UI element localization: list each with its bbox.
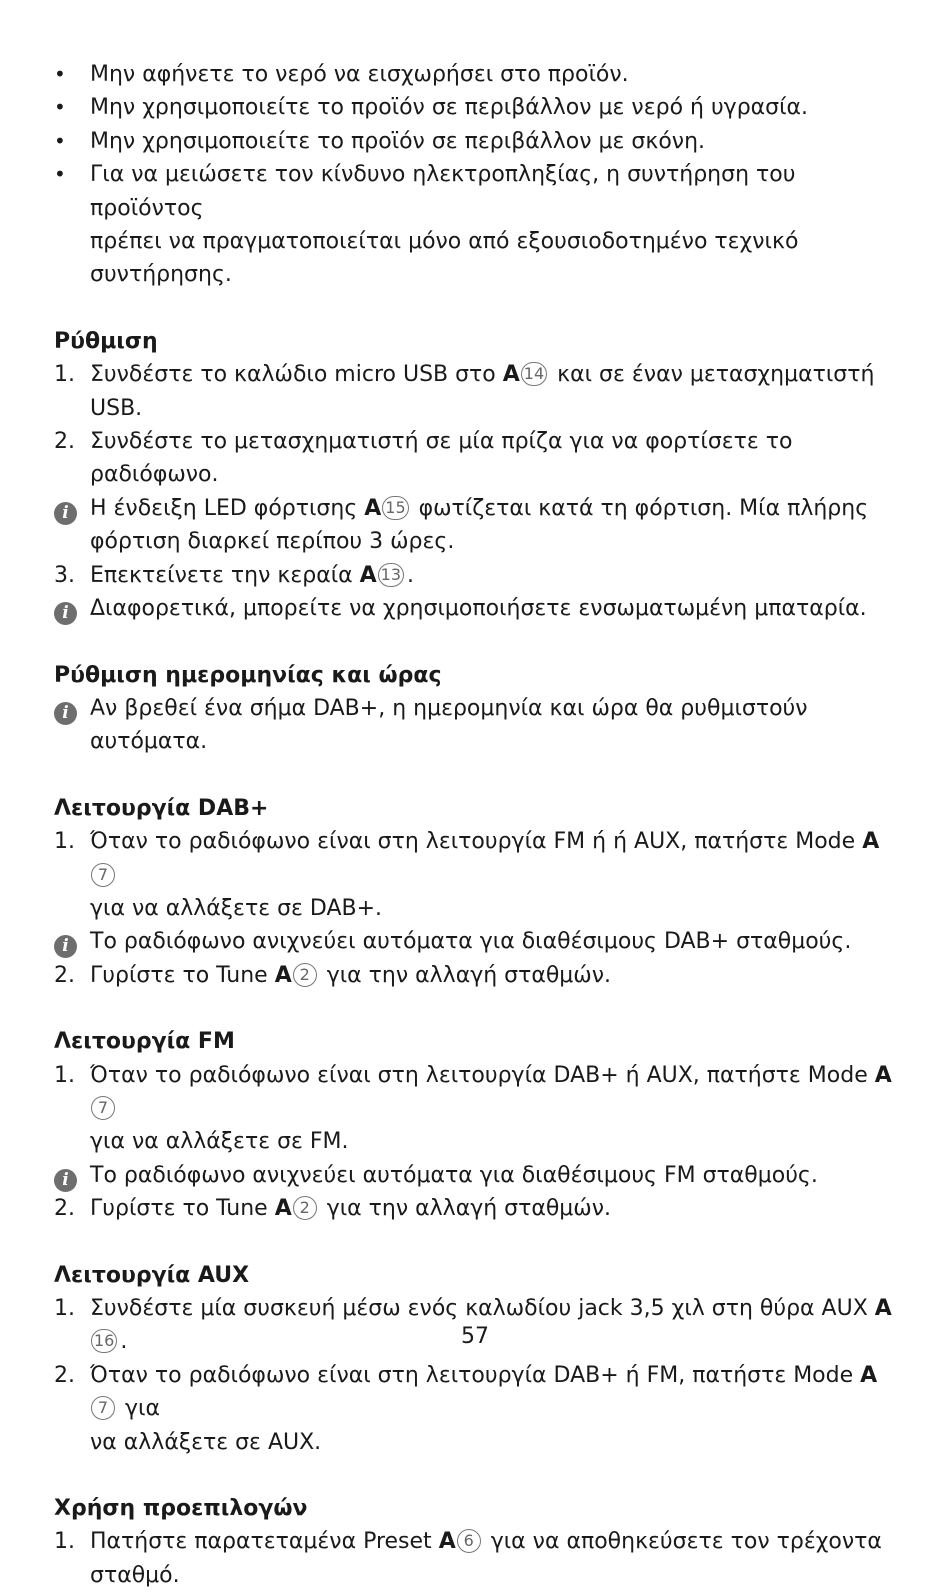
step-text-part: Επεκτείνετε την κεραία — [90, 562, 353, 588]
bullet-text: Μην χρησιμοποιείτε το προϊόν σε περιβάλλον με σκόνη. — [90, 128, 706, 154]
info-icon: i — [54, 1169, 77, 1192]
bullet-marker: • — [54, 62, 66, 86]
info-text: Το ραδιόφωνο ανιχνεύει αυτόματα για διαθέσιμους FM σταθμούς. — [90, 1162, 818, 1188]
step-text-part: Όταν το ραδιόφωνο είναι στη λειτουργία FM ή ή AUX, πατήστε Mode — [90, 829, 856, 855]
step-text — [90, 825, 904, 925]
figure-ref-number: 7 — [91, 1396, 115, 1420]
step-text-part: . — [120, 1329, 128, 1355]
figure-ref-letter: A — [364, 495, 382, 521]
step-text-part: για να αλλάξετε σε DAB+. — [90, 895, 383, 921]
step-text — [90, 358, 904, 425]
step-number: 1. — [54, 1296, 75, 1321]
info-text: Αν βρεθεί ένα σήμα DAB+, η ημερομηνία και ώρα θα ρυθμιστούν αυτόματα. — [90, 695, 808, 755]
info-note — [54, 925, 904, 958]
figure-ref-letter: A — [502, 362, 520, 388]
info-text-part: Η ένδειξη LED φόρτισης — [90, 495, 358, 521]
info-text-part: φόρτιση διαρκεί περίπου 3 ώρες. — [90, 529, 455, 555]
figure-ref-number: 2 — [293, 963, 317, 987]
step-text-part: Γυρίστε το Tune — [90, 962, 268, 988]
section-heading-fm: Λειτουργία FM — [54, 1029, 235, 1055]
section-heading-datetime: Ρύθμιση ημερομηνίας και ώρας — [54, 662, 442, 688]
info-note — [54, 592, 904, 625]
numbered-step — [54, 1525, 904, 1592]
step-text-part: για την αλλαγή σταθμών. — [326, 1196, 611, 1222]
page-number: 57 — [461, 1324, 489, 1349]
figure-ref-letter: A — [438, 1529, 456, 1555]
bullet-text-line: Για να μειώσετε τον κίνδυνο ηλεκτροπληξίας, η συντήρηση του προϊόντος — [90, 162, 796, 221]
info-icon: i — [54, 602, 77, 625]
step-text-part: Όταν το ραδιόφωνο είναι στη λειτουργία DAB+ ή AUX, πατήστε Mode — [90, 1062, 868, 1088]
numbered-step — [54, 1359, 904, 1459]
info-text: Διαφορετικά, μπορείτε να χρησιμοποιήσετε ενσωματωμένη μπαταρία. — [90, 596, 867, 622]
step-number: 1. — [54, 1062, 75, 1088]
bullet-text: Μην αφήνετε το νερό να εισχωρήσει στο προϊόν. — [90, 62, 629, 87]
bullet-item — [54, 125, 904, 158]
numbered-step — [54, 1059, 904, 1159]
step-text: Συνδέστε το μετασχηματιστή σε μία πρίζα για να φορτίσετε το ραδιόφωνο. — [90, 429, 793, 488]
figure-ref-letter: A — [274, 1196, 292, 1222]
step-number: 2. — [54, 429, 75, 455]
info-text — [90, 492, 904, 559]
figure-ref-number: 7 — [91, 863, 115, 887]
numbered-step — [54, 959, 904, 992]
info-icon: i — [54, 935, 77, 958]
step-text-part: Όταν το ραδιόφωνο είναι στη λειτουργία DAB+ ή FM, πατήστε Mode — [90, 1362, 854, 1388]
figure-ref-letter: A — [874, 1062, 892, 1088]
step-number: 1. — [54, 829, 75, 855]
step-text — [90, 1525, 904, 1592]
figure-ref-letter: A — [359, 562, 377, 588]
info-note — [54, 1159, 904, 1192]
step-text — [90, 959, 904, 992]
figure-ref-number: 15 — [382, 496, 408, 520]
step-number: 1. — [54, 362, 75, 388]
bullet-text-line: πρέπει να πραγματοποιείται μόνο από εξουσιοδοτημένο τεχνικό συντήρησης. — [90, 229, 799, 288]
figure-ref-number: 2 — [293, 1196, 317, 1220]
info-note — [54, 692, 904, 759]
step-number: 1. — [54, 1529, 75, 1555]
step-number: 2. — [54, 962, 75, 988]
step-number: 2. — [54, 1362, 75, 1388]
info-text: Το ραδιόφωνο ανιχνεύει αυτόματα για διαθέσιμους DAB+ σταθμούς. — [90, 929, 852, 955]
bullet-marker: • — [54, 128, 66, 153]
figure-ref-number: 13 — [378, 563, 404, 587]
bullet-item — [54, 58, 904, 91]
figure-ref-letter: A — [874, 1296, 892, 1321]
step-text-part: Γυρίστε το Tune — [90, 1196, 268, 1222]
numbered-step — [54, 1192, 904, 1225]
numbered-step — [54, 825, 904, 925]
figure-ref-letter: A — [862, 829, 880, 855]
step-text — [90, 559, 904, 592]
figure-ref-letter: A — [860, 1362, 878, 1388]
info-note — [54, 492, 904, 559]
step-text — [90, 1192, 904, 1225]
step-text — [90, 1059, 904, 1159]
section-heading-setup: Ρύθμιση — [54, 328, 158, 354]
numbered-step — [54, 559, 904, 592]
step-text-part: Πατήστε παρατεταμένα Preset — [90, 1529, 432, 1555]
info-icon: i — [54, 502, 77, 525]
step-text-part: για — [125, 1396, 160, 1422]
step-text — [90, 1359, 904, 1459]
step-number: 3. — [54, 562, 75, 588]
step-text-part: για να αλλάξετε σε FM. — [90, 1129, 349, 1155]
step-text-part: . — [407, 562, 415, 588]
section-heading-aux: Λειτουργία AUX — [54, 1262, 250, 1288]
section-heading-presets: Χρήση προεπιλογών — [54, 1496, 308, 1522]
bullet-item — [54, 91, 904, 124]
step-text-part: Συνδέστε μία συσκευή μέσω ενός καλωδίου jack 3,5 χιλ στη θύρα AUX — [90, 1296, 868, 1321]
numbered-step — [54, 425, 904, 492]
step-text-part: να αλλάξετε σε AUX. — [90, 1429, 322, 1455]
figure-ref-letter: A — [274, 962, 292, 988]
step-text-part: σταθμό. — [90, 1562, 180, 1588]
bullet-text — [90, 158, 904, 292]
figure-ref-number: 14 — [521, 362, 547, 386]
section-heading-dab: Λειτουργία DAB+ — [54, 795, 269, 821]
numbered-step — [54, 358, 904, 425]
bullet-marker: • — [54, 162, 66, 187]
figure-ref-number: 6 — [457, 1529, 481, 1553]
manual-page — [54, 58, 904, 1592]
step-text-part: για την αλλαγή σταθμών. — [326, 962, 611, 988]
info-icon: i — [54, 702, 77, 725]
bullet-text: Μην χρησιμοποιείτε το προϊόν σε περιβάλλον με νερό ή υγρασία. — [90, 95, 809, 121]
step-number: 2. — [54, 1196, 75, 1222]
bullet-item — [54, 158, 904, 292]
info-text-part: φωτίζεται κατά τη φόρτιση. Μία πλήρης — [418, 495, 869, 521]
step-text-part: για να αποθηκεύσετε τον τρέχοντα — [490, 1529, 882, 1555]
step-text-part: και σε έναν μετασχηματιστή USB. — [90, 362, 875, 421]
bullet-marker: • — [54, 95, 66, 120]
figure-ref-number: 7 — [91, 1096, 115, 1120]
step-text-part: Συνδέστε το καλώδιο micro USB στο — [90, 362, 496, 388]
figure-ref-number: 16 — [91, 1329, 117, 1353]
